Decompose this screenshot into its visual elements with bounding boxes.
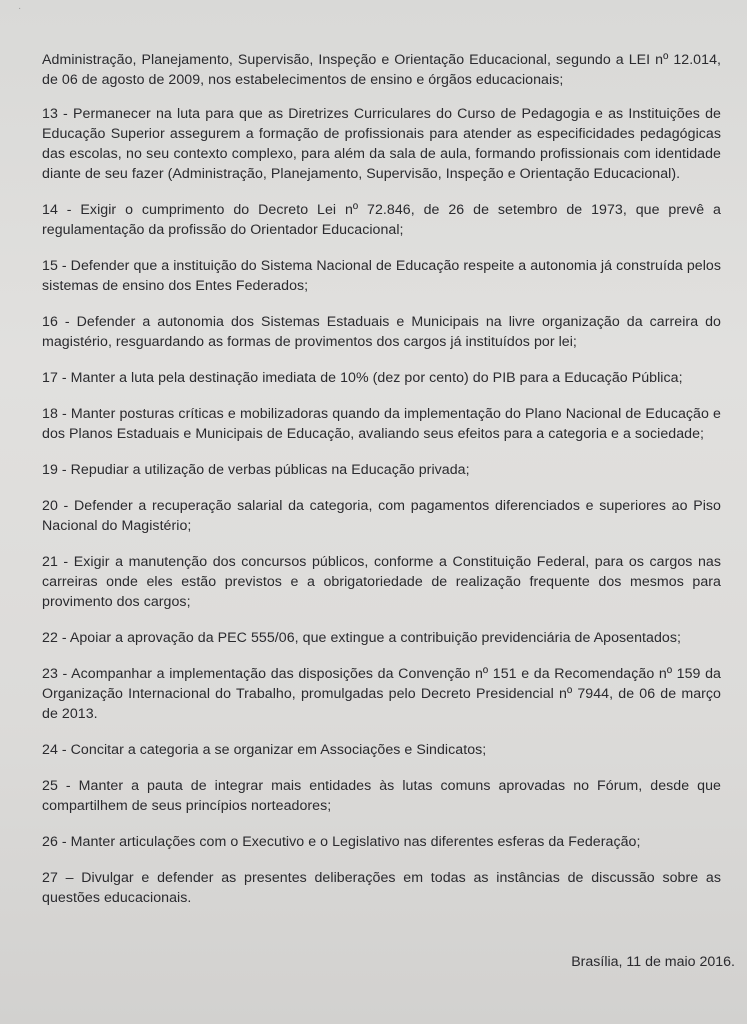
paragraph-item-16: 16 - Defender a autonomia dos Sistemas Estaduais e Municipais na livre organização da carreira do magistério, resguardando as formas de provimentos dos cargos já instituídos por lei;: [42, 314, 721, 350]
paragraph-item-18: 18 - Manter posturas críticas e mobilizadoras quando da implementação do Plano Nacional de Educação e dos Planos Estaduais e Municipais de Educação, avaliando seus efeitos para a categoria e a sociedade;: [42, 406, 721, 442]
paragraph-item-17: 17 - Manter a luta pela destinação imediata de 10% (dez por cento) do PIB para a Educação Pública;: [42, 370, 683, 386]
paragraph-item-22: 22 - Apoiar a aprovação da PEC 555/06, que extingue a contribuição previdenciária de Aposentados;: [42, 630, 681, 646]
paragraph-item-20: 20 - Defender a recuperação salarial da categoria, com pagamentos diferenciados e superiores ao Piso Nacional do Magistério;: [42, 498, 721, 534]
paragraph-item-21: 21 - Exigir a manutenção dos concursos públicos, conforme a Constituição Federal, para os cargos nas carreiras onde eles estão previstos e a obrigatoriedade de realização frequente dos mesmos para provimento dos cargos;: [42, 554, 721, 610]
paragraph-item-24: 24 - Concitar a categoria a se organizar em Associações e Sindicatos;: [42, 742, 487, 758]
punch-mark: ·: [18, 3, 22, 14]
place-date-signature: Brasília, 11 de maio 2016.: [571, 954, 735, 970]
paragraph-item-27: 27 – Divulgar e defender as presentes deliberações em todas as instâncias de discussão sobre as questões educacionais.: [42, 870, 721, 906]
paragraph-item-13: 13 - Permanecer na luta para que as Diretrizes Curriculares do Curso de Pedagogia e as Instituições de Educação Superior assegurem a formação de profissionais para atender as especificidades pedagógicas das escolas, no seu contexto complexo, para além da sala de aula, formando profissionais com identidade diante de seu fazer (Administração, Planejamento, Supervisão, Inspeção e Orientação Educacional).: [42, 106, 721, 182]
paragraph-item-15: 15 - Defender que a instituição do Sistema Nacional de Educação respeite a autonomia já construída pelos sistemas de ensino dos Entes Federados;: [42, 258, 721, 294]
paragraph-item-26: 26 - Manter articulações com o Executivo e o Legislativo nas diferentes esferas da Federação;: [42, 834, 641, 850]
paragraph-item-14: 14 - Exigir o cumprimento do Decreto Lei nº 72.846, de 26 de setembro de 1973, que prevê a regulamentação da profissão do Orientador Educacional;: [42, 202, 721, 238]
paragraph-item-25: 25 - Manter a pauta de integrar mais entidades às lutas comuns aprovadas no Fórum, desde que compartilhem de seus princípios norteadores;: [42, 778, 721, 814]
paragraph-continuation: Administração, Planejamento, Supervisão, Inspeção e Orientação Educacional, segundo a LEI nº 12.014, de 06 de agosto de 2009, nos estabelecimentos de ensino e órgãos educacionais;: [42, 52, 721, 88]
paragraph-item-23: 23 - Acompanhar a implementação das disposições da Convenção nº 151 e da Recomendação nº 159 da Organização Internacional do Trabalho, promulgadas pelo Decreto Presidencial nº 7944, de 06 de março de 2013.: [42, 666, 721, 722]
paragraph-item-19: 19 - Repudiar a utilização de verbas públicas na Educação privada;: [42, 462, 470, 478]
